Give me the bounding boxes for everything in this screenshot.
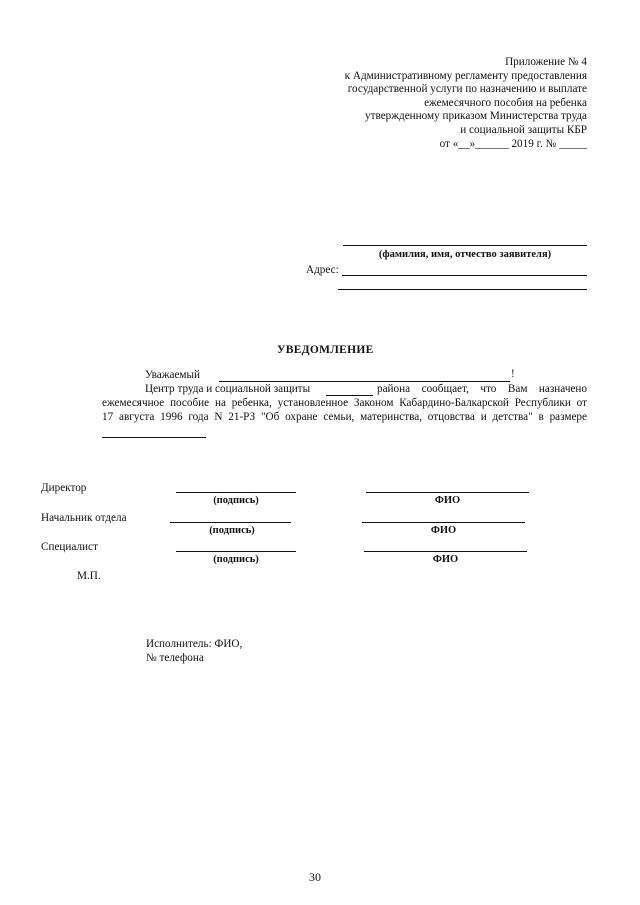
header-line: ежемесячного пособия на ребенка (424, 96, 587, 109)
specialist-sign-caption: (подпись) (213, 554, 259, 565)
director-name-line (366, 492, 529, 493)
stamp-label: М.П. (77, 570, 101, 582)
amount-blank-line (102, 437, 206, 438)
header-line: к Административному регламенту предоставления (344, 69, 587, 82)
greeting-label: Уважаемый (145, 369, 201, 381)
address-line-2 (338, 289, 587, 290)
director-sign-line (176, 492, 296, 493)
notice-text-line3: 17 августа 1996 года N 21-РЗ "Об охране семьи, материнства, отцовства и детства" в размере (102, 411, 587, 423)
notice-title: УВЕДОМЛЕНИЕ (277, 344, 374, 356)
header-line: Приложение № 4 (505, 56, 587, 68)
department-head-sign-line (170, 522, 291, 523)
executor-name: Исполнитель: ФИО, (146, 638, 243, 650)
greeting-name-line (219, 381, 510, 382)
notice-text-line1a: Центр труда и социальной защиты (145, 383, 311, 395)
greeting-exclamation: ! (511, 368, 515, 380)
address-line-1 (342, 275, 587, 276)
specialist-name-line (364, 551, 527, 552)
specialist-name-caption: ФИО (432, 554, 459, 565)
executor-phone: № телефона (146, 652, 204, 664)
header-line: государственной услуги по назначению и выплате (347, 83, 587, 96)
address-label: Адрес: (306, 264, 339, 276)
applicant-fio-caption: (фамилия, имя, отчество заявителя) (378, 249, 552, 260)
department-head-name-line (362, 522, 525, 523)
header-line: утвержденному приказом Министерства труда (365, 110, 587, 123)
specialist-sign-line (176, 551, 296, 552)
role-department-head: Начальник отдела (41, 512, 127, 524)
district-blank-line (326, 395, 373, 396)
department-head-sign-caption: (подпись) (209, 525, 255, 536)
notice-text-line1b: района сообщает, что Вам назначено (377, 383, 587, 395)
director-name-caption: ФИО (434, 495, 461, 506)
notice-text-line2: ежемесячное пособие на ребенка, установленное Законом Кабардино-Балкарской Республики от (102, 397, 587, 409)
header-line: и социальной защиты КБР (460, 123, 587, 136)
applicant-fio-line (343, 245, 587, 246)
page-number: 30 (309, 870, 321, 884)
header-line: от «__»______ 2019 г. № _____ (439, 137, 587, 150)
role-director: Директор (41, 482, 87, 494)
department-head-name-caption: ФИО (430, 525, 457, 536)
director-sign-caption: (подпись) (213, 495, 259, 506)
appendix-header (300, 56, 587, 151)
role-specialist: Специалист (41, 541, 98, 553)
